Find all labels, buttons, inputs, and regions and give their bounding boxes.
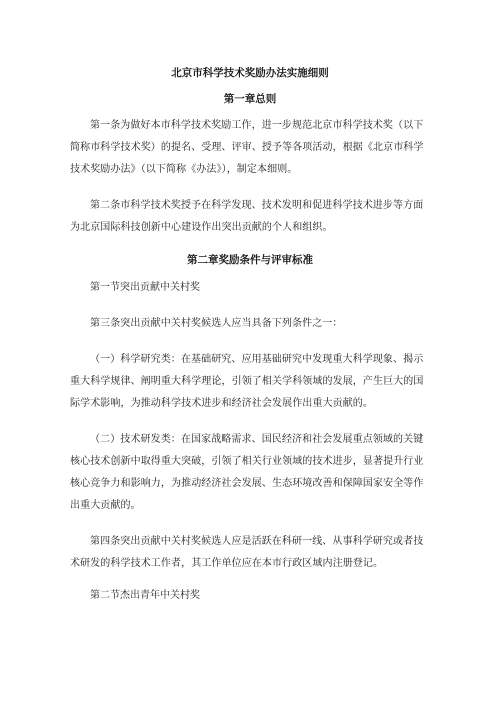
chapter-heading: 第二章奖励条件与评审标准 bbox=[187, 254, 313, 266]
section-heading: 第二节杰出青年中关村奖 bbox=[90, 590, 200, 601]
section-heading: 第一节突出贡献中关村奖 bbox=[90, 282, 200, 293]
list-item: （二）技术研发类：在国家战略需求、国民经济和社会发展重点领域的关键核心技术创新中取得重大突破，引领了相关行业领域的技术进步，显著提升行业核心竞争力和影响力，为推动经济社会发展、生态环境改善和保障国家安全等作出重大贡献的。 bbox=[70, 434, 424, 511]
article-paragraph: 第四条突出贡献中关村奖候选人应是活跃在科研一线、从事科学研究或者技术研发的科学技术工作者，其工作单位应在本市行政区域内注册登记。 bbox=[70, 536, 424, 569]
chapter-heading: 第一章总则 bbox=[223, 93, 277, 105]
list-item: （一）科学研究类：在基础研究、应用基础研究中发现重大科学现象、揭示重大科学规律、阐明重大科学理论，引领了相关学科领域的发展，产生巨大的国际学术影响，为推动科学技术进步和经济社会发展作出重大贡献的。 bbox=[70, 354, 424, 409]
article-paragraph: 第一条为做好本市科学技术奖励工作，进一步规范北京市科学技术奖（以下简称市科学技术奖）的提名、受理、评审、授予等各项活动，根据《北京市科学技术奖励办法》（以下简称《办法》），制定本细则。 bbox=[70, 120, 424, 175]
document-title: 北京市科学技术奖励办法实施细则 bbox=[171, 67, 329, 79]
article-paragraph: 第二条市科学技术奖授予在科学发现、技术发明和促进科学技术进步等方面为北京国际科技创新中心建设作出突出贡献的个人和组织。 bbox=[70, 200, 424, 233]
article-paragraph: 第三条突出贡献中关村奖候选人应当具备下列条件之一： bbox=[90, 318, 343, 329]
